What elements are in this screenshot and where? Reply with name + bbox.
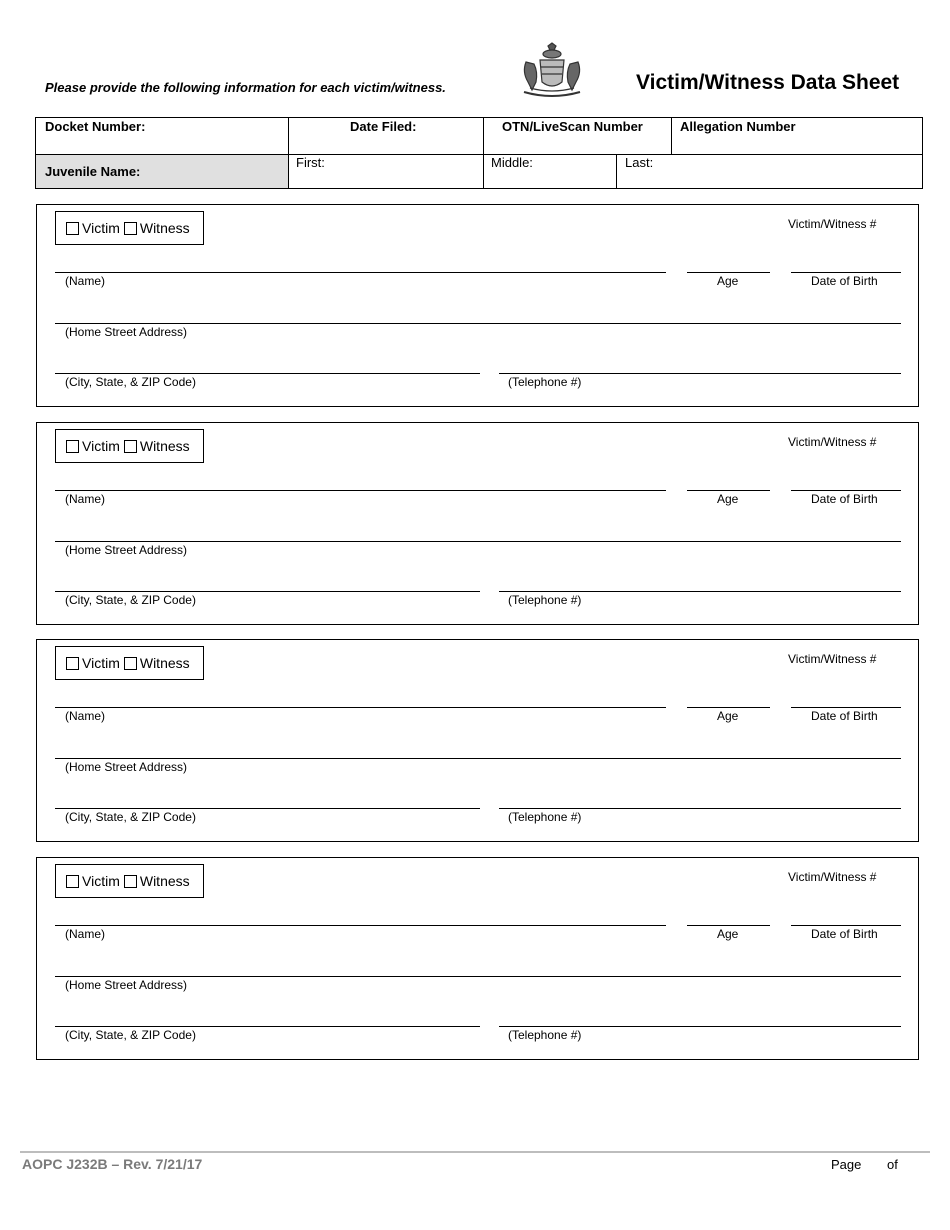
age-label: Age: [717, 709, 739, 723]
address-field[interactable]: [55, 541, 901, 542]
city-label: (City, State, & ZIP Code): [65, 1028, 196, 1042]
dob-label: Date of Birth: [811, 274, 878, 288]
victim-checkbox[interactable]: [66, 440, 79, 453]
victim-label: Victim: [82, 220, 120, 236]
telephone-label: (Telephone #): [508, 1028, 582, 1042]
witness-checkbox[interactable]: [124, 875, 137, 888]
witness-label: Witness: [139, 655, 190, 671]
otn-livescan-label: OTN/LiveScan Number: [502, 119, 643, 134]
victim-witness-selector: [55, 429, 204, 463]
victim-label: Victim: [82, 438, 120, 454]
name-label: (Name): [65, 709, 106, 723]
telephone-field[interactable]: [499, 808, 901, 809]
city-label: (City, State, & ZIP Code): [65, 810, 196, 824]
dob-field[interactable]: [791, 707, 901, 708]
name-label: (Name): [65, 274, 106, 288]
city-field[interactable]: [55, 591, 480, 592]
age-field[interactable]: [687, 925, 770, 926]
victim-witness-block: [36, 639, 919, 842]
address-field[interactable]: [55, 976, 901, 977]
form-id: AOPC J232B – Rev. 7/21/17: [22, 1156, 203, 1172]
case-info-table: [35, 117, 923, 189]
telephone-field[interactable]: [499, 591, 901, 592]
name-label: (Name): [65, 927, 106, 941]
address-label: (Home Street Address): [65, 978, 188, 992]
first-name-label: First:: [296, 155, 325, 170]
name-field[interactable]: [55, 272, 666, 273]
telephone-field[interactable]: [499, 1026, 901, 1027]
address-label: (Home Street Address): [65, 325, 188, 339]
telephone-label: (Telephone #): [508, 810, 582, 824]
victim-witness-block: [36, 422, 919, 625]
age-field[interactable]: [687, 707, 770, 708]
victim-witness-block: [36, 204, 919, 407]
dob-label: Date of Birth: [811, 927, 878, 941]
page-title: Victim/Witness Data Sheet: [636, 71, 900, 94]
of-label: of: [887, 1157, 898, 1172]
victim-witness-number-label: Victim/Witness #: [788, 870, 877, 884]
pennsylvania-seal-icon: [518, 42, 586, 100]
victim-witness-selector: [55, 211, 204, 245]
footer-divider: [20, 1151, 930, 1153]
victim-witness-selector: [55, 646, 204, 680]
victim-checkbox[interactable]: [66, 222, 79, 235]
city-label: (City, State, & ZIP Code): [65, 375, 196, 389]
age-field[interactable]: [687, 490, 770, 491]
instructions-text: Please provide the following information for each victim/witness.: [45, 80, 446, 95]
date-filed-label: Date Filed:: [350, 119, 417, 134]
city-field[interactable]: [55, 808, 480, 809]
witness-checkbox[interactable]: [124, 657, 137, 670]
witness-checkbox[interactable]: [124, 440, 137, 453]
victim-label: Victim: [82, 873, 120, 889]
age-label: Age: [717, 492, 739, 506]
telephone-label: (Telephone #): [508, 375, 582, 389]
telephone-label: (Telephone #): [508, 593, 582, 607]
witness-label: Witness: [139, 438, 190, 454]
victim-witness-block: [36, 857, 919, 1060]
dob-label: Date of Birth: [811, 709, 878, 723]
allegation-number-label: Allegation Number: [680, 119, 796, 134]
age-label: Age: [717, 274, 739, 288]
docket-number-label: Docket Number:: [45, 119, 146, 134]
city-field[interactable]: [55, 373, 480, 374]
page-label: Page: [831, 1157, 862, 1172]
name-label: (Name): [65, 492, 106, 506]
witness-label: Witness: [139, 873, 190, 889]
victim-checkbox[interactable]: [66, 657, 79, 670]
city-label: (City, State, & ZIP Code): [65, 593, 196, 607]
victim-checkbox[interactable]: [66, 875, 79, 888]
age-label: Age: [717, 927, 739, 941]
address-label: (Home Street Address): [65, 543, 188, 557]
name-field[interactable]: [55, 490, 666, 491]
victim-witness-number-label: Victim/Witness #: [788, 435, 877, 449]
address-field[interactable]: [55, 323, 901, 324]
dob-label: Date of Birth: [811, 492, 878, 506]
dob-field[interactable]: [791, 490, 901, 491]
city-field[interactable]: [55, 1026, 480, 1027]
dob-field[interactable]: [791, 272, 901, 273]
middle-name-label: Middle:: [491, 155, 533, 170]
victim-witness-number-label: Victim/Witness #: [788, 217, 877, 231]
juvenile-name-label: Juvenile Name:: [45, 164, 141, 179]
victim-witness-number-label: Victim/Witness #: [788, 652, 877, 666]
dob-field[interactable]: [791, 925, 901, 926]
last-name-label: Last:: [625, 155, 654, 170]
telephone-field[interactable]: [499, 373, 901, 374]
age-field[interactable]: [687, 272, 770, 273]
victim-witness-selector: [55, 864, 204, 898]
address-field[interactable]: [55, 758, 901, 759]
witness-label: Witness: [139, 220, 190, 236]
witness-checkbox[interactable]: [124, 222, 137, 235]
victim-label: Victim: [82, 655, 120, 671]
name-field[interactable]: [55, 707, 666, 708]
name-field[interactable]: [55, 925, 666, 926]
address-label: (Home Street Address): [65, 760, 188, 774]
